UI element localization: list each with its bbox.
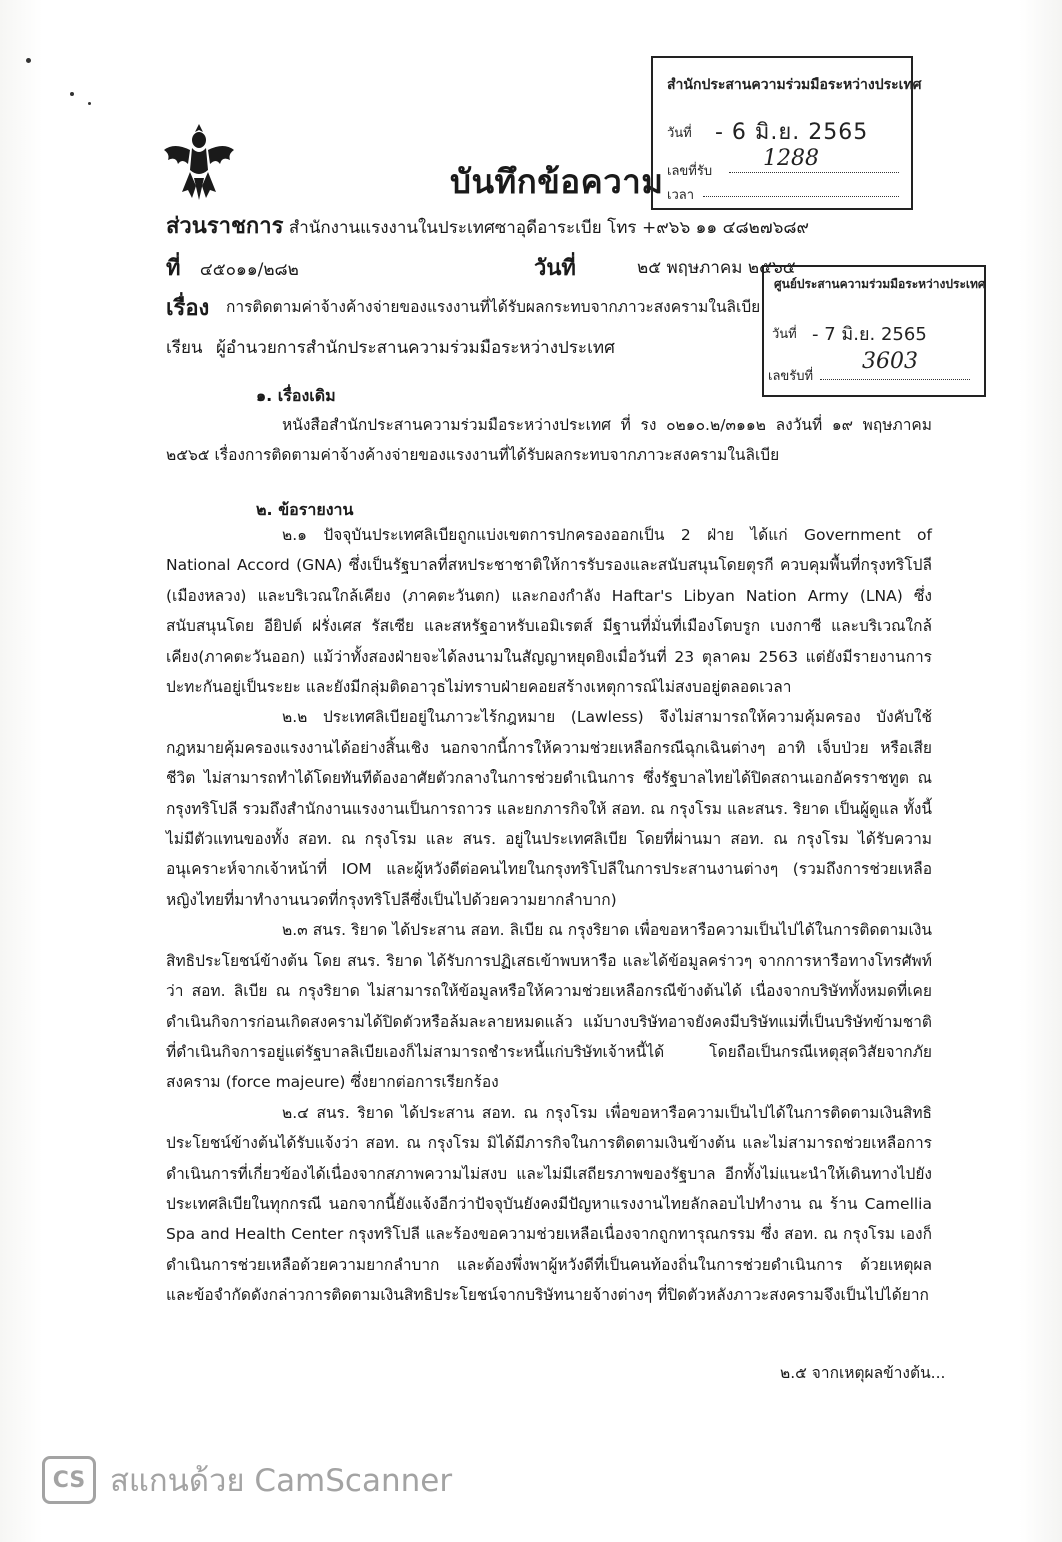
ref-value: ๔๕๐๑๑/๒๘๒ xyxy=(199,260,299,280)
stamp-1-recv-value: 1288 xyxy=(763,146,819,171)
section-1-heading: ๑. เรื่องเดิม xyxy=(256,386,336,405)
ref-row xyxy=(166,250,299,285)
section-1-body xyxy=(166,410,932,471)
section-2-body xyxy=(166,520,932,1311)
stamp-1-date-value: - 6 มิ.ย. 2565 xyxy=(715,120,869,145)
subject-label: เรื่อง xyxy=(166,296,210,321)
stamp-1-time-line xyxy=(703,196,899,197)
garuda-emblem-icon xyxy=(160,120,238,202)
to-label: เรียน xyxy=(166,338,203,358)
stamp-1-recv-label: เลขที่รับ xyxy=(667,164,713,179)
stamp-2-date-value: - 7 มิ.ย. 2565 xyxy=(812,324,927,345)
scan-speck xyxy=(88,102,91,105)
stamp-1-org: สำนักประสานความร่วมมือระหว่างประเทศ xyxy=(667,77,922,93)
stamp-2-recv-value: 3603 xyxy=(862,349,918,374)
paragraph-2-4: ๒.๔ สนร. ริยาด ได้ประสาน สอท. ณ กรุงโรม เพื่อขอหารือความเป็นไปได้ในการติดตามเงินสิทธิประโยชน์ข้างต้นได้รับแจ้งว่า สอท. ณ กรุงโรม มิได้มีภารกิจในการติดตามเงินข้างต้น และไม่สามารถช่วยเหลือการดำเนินการที่เกี่ยวข้องได้เนื่องจากสภาพความไม่สงบ และไม่มีเสถียรภาพของรัฐบาล อีกทั้งไม่แนะนำให้เดินทางไปยังประเทศลิเบียในทุกกรณี นอกจากนี้ยังแจ้งอีกว่าปัจจุบันยังคงมีปัญหาแรงงานไทยลักลอบไปทำงาน ณ ร้าน Camellia Spa and Health Center กรุงทริโปลี และร้องขอความช่วยเหลือเนื่องจากถูกทารุณกรรม ซึ่ง สอท. ณ กรุงโรม เองก็ดำเนินการช่วยเหลือด้วยความยากลำบาก และต้องพึ่งพาผู้หวังดีที่เป็นคนท้องถิ่นในการช่วยดำเนินการ ด้วยเหตุผลและข้อจำกัดดังกล่าวการติดตามเงินสิทธิประโยชน์จากบริษัทนายจ้างต่างๆ ที่ปิดตัวหลังภาวะสงครามจึงเป็นไปได้ยาก xyxy=(166,1103,932,1305)
receipt-stamp-2 xyxy=(762,265,986,397)
scan-speck xyxy=(26,58,31,63)
scan-speck xyxy=(70,92,74,96)
stamp-1-recv-line xyxy=(729,172,899,173)
camscanner-text: สแกนด้วย CamScanner xyxy=(110,1463,453,1499)
receipt-stamp-1 xyxy=(651,56,922,210)
stamp-2-org: ศูนย์ประสานความร่วมมือระหว่างประเทศ xyxy=(774,277,986,291)
paragraph-2-2: ๒.๒ ประเทศลิเบียอยู่ในภาวะไร้กฎหมาย (Lawless) จึงไม่สามารถให้ความคุ้มครอง บังคับใช้กฎหมายคุ้มครองแรงงานได้อย่างสิ้นเชิง นอกจากนี้การให้ความช่วยเหลือกรณีฉุกเฉินต่างๆ อาทิ เจ็บป่วย หรือเสียชีวิต ไม่สามารถทำได้โดยทันทีต้องอาศัยตัวกลางในการช่วยดำเนินการ ซึ่งรัฐบาลไทยได้ปิดสถานเอกอัครราชทูต ณ กรุงทริโปลี รวมถึงสำนักงานแรงงานเป็นการถาวร และยกภารกิจให้ สอท. ณ กรุงโรม และสนร. ริยาด เป็นผู้ดูแล ทั้งนี้ไม่มีตัวแทนของทั้ง สอท. ณ กรุงโรม และ สนร. อยู่ในประเทศลิเบีย โดยที่ผ่านมา สอท. ณ กรุงโรม ได้รับความอนุเคราะห์จากเจ้าหน้าที่ IOM และผู้หวังดีต่อคนไทยในกรุงทริโปลีในการประสานงานต่างๆ (รวมถึงการช่วยเหลือหญิงไทยที่มาทำงานนวดที่กรุงทริโปลีซึ่งเป็นไปด้วยความยากลำบาก) xyxy=(166,708,932,909)
paragraph-2-1: ๒.๑ ปัจจุบันประเทศลิเบียถูกแบ่งเขตการปกครองออกเป็น 2 ฝ่าย ได้แก่ Government of National Accord (GNA) ซึ่งเป็นรัฐบาลที่สหประชาชาติให้การรับรองและสนับสนุนโดยตุรกี ควบคุมพื้นที่กรุงทริโปลี (เมืองหลวง) และบริเวณใกล้เคียง (ภาคตะวันตก) และกองกำลัง Haftar's Libyan Nation Army (LNA) ซึ่งสนับสนุนโดย อียิปต์ ฝรั่งเศส รัสเซีย และสหรัฐอาหรับเอมิเรตส์ มีฐานที่มั่นที่เมืองโตบรูก เบงกาซี และบริเวณใกล้เคียง(ภาคตะวันออก) แม้ว่าทั้งสองฝ่ายจะได้ลงนามในสัญญาหยุดยิงเมื่อวันที่ 23 ตุลาคม 2563 แต่ยังมีรายงานการปะทะกันอยู่เป็นระยะ และยังมีกลุ่มติดอาวุธไม่ทราบฝ่ายคอยสร้างเหตุการณ์ไม่สงบอยู่ตลอดเวลา xyxy=(166,526,932,697)
continuation-note: ๒.๕ จากเหตุผลข้างต้น... xyxy=(780,1364,946,1382)
stamp-2-date-label: วันที่ xyxy=(772,327,797,342)
paragraph-2-3: ๒.๓ สนร. ริยาด ได้ประสาน สอท. ลิเบีย ณ กรุงริยาด เพื่อขอหารือความเป็นไปได้ในการติดตามเงินสิทธิประโยชน์ข้างต้น โดย สนร. ริยาด ได้รับการปฏิเสธเข้าพบหารือ และได้ข้อมูลคร่าวๆ จากการหารือทางโทรศัพท์ว่า สอท. ลิเบีย ณ กรุงริยาด ไม่สามารถให้ข้อมูลหรือให้ความช่วยเหลือกรณีข้างต้นได้ เนื่องจากบริษัททั้งหมดที่เคยดำเนินกิจการก่อนเกิดสงครามได้ปิดตัวหรือล้มละลายหมดแล้ว แม้บางบริษัทอาจยังคงมีบริษัทแม่ที่เป็นบริษัทข้ามชาติที่ดำเนินกิจการอยู่แต่รัฐบาลลิเบียเองก็ไม่สามารถชำระหนี้แก่บริษัทเจ้าหนี้ได้ โดยถือเป็นกรณีเหตุสุดวิสัยจากภัยสงคราม (force majeure) ซึ่งยากต่อการเรียกร้อง xyxy=(166,921,932,1092)
memo-title: บันทึกข้อความ xyxy=(450,162,664,201)
to-value: ผู้อำนวยการสำนักประสานความร่วมมือระหว่างประเทศ xyxy=(215,338,615,358)
stamp-2-recv-label: เลขรับที่ xyxy=(768,369,814,384)
date-label: วันที่ xyxy=(534,256,576,281)
subject-value: การติดตามค่าจ้างค้างจ่ายของแรงงานที่ได้รับผลกระทบจากภาวะสงครามในลิเบีย xyxy=(226,298,761,316)
section-1-paragraph: หนังสือสำนักประสานความร่วมมือระหว่างประเทศ ที่ รง ๐๒๑๐.๒/๓๑๑๒ ลงวันที่ ๑๙ พฤษภาคม ๒๕๖๕ เรื่องการติดตามค่าจ้างค้างจ่ายของแรงงานที่ได้รับผลกระทบจากภาวะสงครามในลิเบีย xyxy=(166,416,932,465)
agency-row xyxy=(166,208,809,243)
section-2-heading: ๒. ข้อรายงาน xyxy=(256,500,354,519)
camscanner-logo-icon: CS xyxy=(42,1456,96,1504)
stamp-1-time-label: เวลา xyxy=(667,188,695,203)
agency-value: สำนักงานแรงงานในประเทศซาอุดีอาระเบีย โทร +๙๖๖ ๑๑ ๔๘๒๗๖๘๙ xyxy=(288,218,809,238)
ref-label: ที่ xyxy=(166,256,181,281)
to-row xyxy=(166,334,615,361)
date-row xyxy=(534,250,576,285)
stamp-2-recv-line xyxy=(820,379,970,380)
date-value: ๒๕ พฤษภาคม ๒๕๖๕ xyxy=(637,258,796,278)
agency-label: ส่วนราชการ xyxy=(166,214,284,239)
subject-row xyxy=(166,290,209,325)
stamp-1-date-label: วันที่ xyxy=(667,126,692,141)
camscanner-watermark xyxy=(42,1455,452,1505)
